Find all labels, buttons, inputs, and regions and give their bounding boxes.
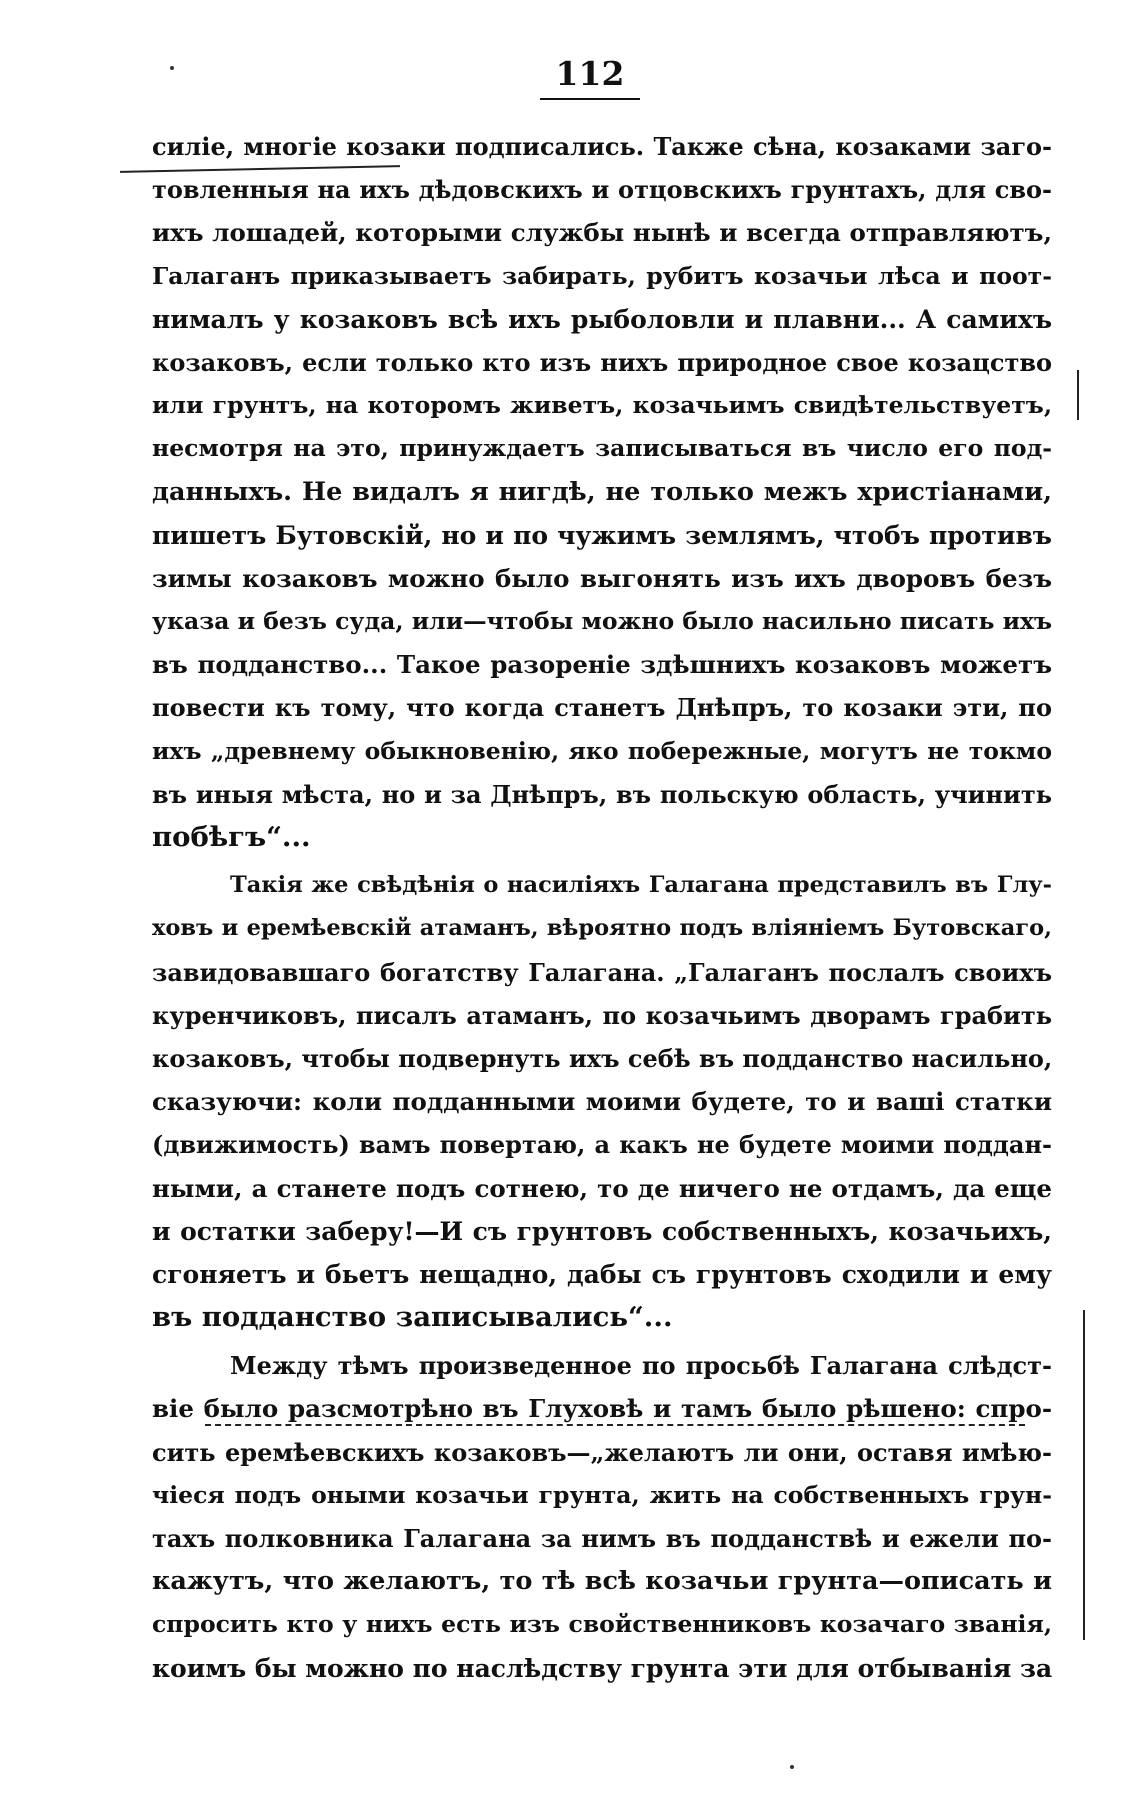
text-line: нималъ у козаковъ всѣ ихъ рыболовли и плавни... А самихъ (152, 304, 1052, 334)
text-line: тахъ полковника Галагана за нимъ въ подданствѣ и ежели по- (152, 1524, 1052, 1553)
text-line: данныхъ. Не видалъ я нигдѣ, не только межъ христіанами, (152, 476, 1052, 507)
text-line: ихъ лошадей, которыми службы нынѣ и всегда отправляютъ, (152, 218, 1052, 248)
text-line: Галаганъ приказываетъ забирать, рубитъ козачьи лѣса и поот- (152, 261, 1052, 290)
text-line: повести къ тому, что когда станетъ Днѣпръ, то козаки эти, по (152, 693, 1052, 723)
text-line: віе было разсмотрѣно въ Глуховѣ и тамъ было рѣшено: спро- (152, 1394, 1052, 1424)
text-line: и остатки заберу!—И съ грунтовъ собственныхъ, козачьихъ, (152, 1216, 1052, 1246)
text-line: ховъ и еремѣевскій атаманъ, вѣроятно подъ вліяніемъ Бутовскаго, (152, 915, 1052, 942)
text-line: козаковъ, если только кто изъ нихъ природное свое козацство (152, 347, 1052, 377)
margin-line-right (1077, 370, 1079, 420)
text-line: завидовавшаго богатству Галагана. „Галаганъ послалъ своихъ (152, 957, 1052, 987)
text-line: Такія же свѣдѣнія о насиліяхъ Галагана представилъ въ Глу- (230, 872, 1052, 899)
text-line: чіеся подъ оными козачьи грунта, жить на собственныхъ грун- (152, 1480, 1052, 1509)
text-line: ными, а станете подъ сотнею, то де ничего не отдамъ, да еще (152, 1173, 1052, 1203)
text-line: ихъ „древнему обыкновенію, яко побережные, могутъ не токмо (152, 736, 1052, 765)
margin-line-right-lower (1083, 1310, 1085, 1640)
text-line: въ подданство... Такое разореніе здѣшнихъ козаковъ можетъ (152, 650, 1052, 680)
pencil-underline-bottom (205, 1424, 1025, 1426)
text-line: (движимость) вамъ повертаю, а какъ не будете моими поддан- (152, 1130, 1052, 1160)
text-line: сгоняетъ и бьетъ нещадно, дабы съ грунтовъ сходили и ему (152, 1259, 1052, 1289)
text-line: кажутъ, что желаютъ, то тѣ всѣ козачьи грунта—описать и (152, 1566, 1052, 1597)
stray-mark (790, 1765, 794, 1769)
text-line: куренчиковъ, писалъ атаманъ, по козачьимъ дворамъ грабить (152, 1000, 1052, 1030)
text-line: товленныя на ихъ дѣдовскихъ и отцовскихъ грунтахъ, для сво- (152, 175, 1052, 205)
text-line: указа и безъ суда, или—чтобы можно было насильно писать ихъ (152, 607, 1053, 636)
text-line: побѣгъ“... (152, 821, 311, 853)
body-text (152, 125, 1052, 1690)
text-line: въ подданство записывались“... (152, 1301, 673, 1334)
text-line: коимъ бы можно по наслѣдству грунта эти для отбыванія за (152, 1653, 1053, 1683)
text-line: или грунтъ, на которомъ живетъ, козачьимъ свидѣтельствуетъ, (152, 391, 1052, 420)
text-line: козаковъ, чтобы подвернуть ихъ себѣ въ подданство насильно, (152, 1043, 1053, 1073)
text-line: сить еремѣевскихъ козаковъ—„желаютъ ли они, оставя имѣю- (152, 1437, 1052, 1467)
page-number: 112 (540, 52, 640, 100)
text-line: сказуючи: коли подданными моими будете, то и вашi статки (152, 1087, 1052, 1117)
text-line: зимы козаковъ можно было выгонять изъ ихъ дворовъ безъ (152, 563, 1052, 593)
text-line: въ иныя мѣста, но и за Днѣпръ, въ польскую область, учинить (152, 779, 1052, 809)
text-line: силіе, многіе козаки подписались. Также сѣна, козаками заго- (152, 132, 1052, 161)
text-line: пишетъ Бутовскій, но и по чужимъ землямъ, чтобъ противъ (152, 520, 1052, 550)
text-line: несмотря на это, принуждаетъ записываться въ число его под- (152, 434, 1052, 463)
text-line: спросить кто у нихъ есть изъ свойственниковъ козачаго званія, (152, 1610, 1052, 1639)
stray-mark (170, 66, 174, 70)
text-line: Между тѣмъ произведенное по просьбѣ Галагана слѣдст- (230, 1351, 1052, 1381)
